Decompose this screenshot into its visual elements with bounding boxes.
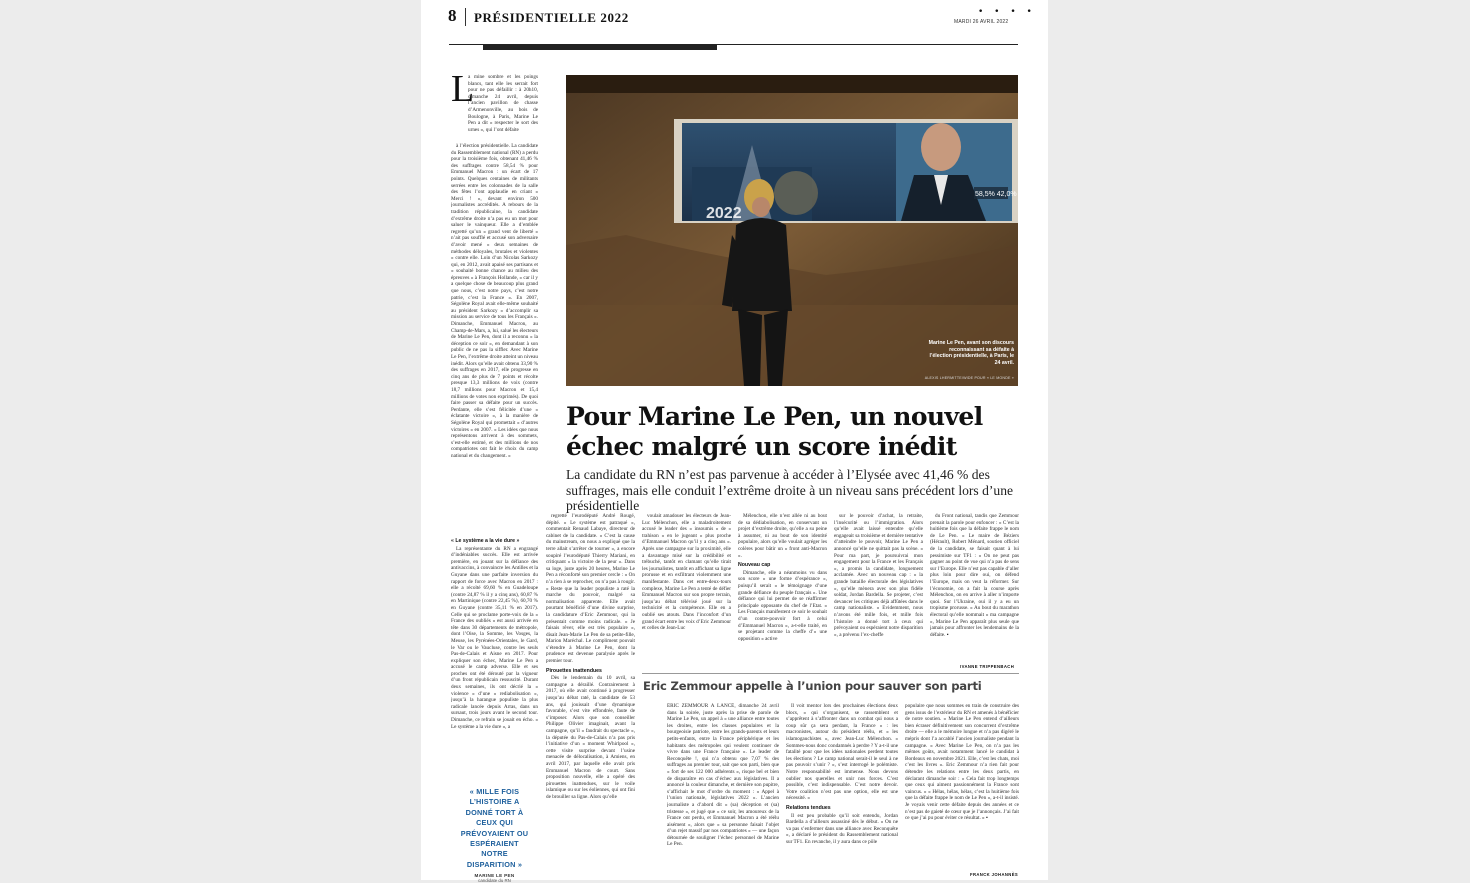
pull-quote-text: « MILLE FOIS L’HISTOIRE A DONNÉ TORT À CEUX QUI PRÉVOYAIENT OU ESPÉRAIENT NOTRE DISPARITION » <box>460 787 529 869</box>
page-number: 8 <box>448 6 457 25</box>
article-column-5 <box>834 513 923 669</box>
article-column-3 <box>642 513 731 669</box>
sidebar-byline: FRANCK JOHANNÈS <box>970 872 1019 877</box>
subheading: Relations tendues <box>786 804 831 811</box>
screen-year-text: 2022 <box>706 205 742 222</box>
article-paragraph: sur le pouvoir d’achat, la retraite, l’insécurité ou l’immigration. Alors qu’elle avait laissé entendre qu’elle engageait sa troisième et dernière tentative d’atteindre le pouvoir, Marine Le Pen a annoncé qu’elle ne quittait pas la scène. « Pour ma part, je poursuivrai mon engagement pour la France et les Français », a promis la candidate, longuement acclamée. Avec un nouveau cap : « la grande bataille électorale des législatives », qu’elle mènera avec son plus fidèle soldat, Jordan Bardella. Se projeter, c’est devancer les critiques déjà affûtées dans le camp nationaliste. « Evidemment, nous n’avons été mille fois, et mille fois l’histoire a donné tort à ceux qui prévoyaient ou espéraient notre disparition », a prévenu l’ex-cheffe <box>834 513 923 638</box>
sidebar-paragraph: Il voit mentor lors des prochaines élections deux blocs, « qui s’organisent, se rassemblent et s’apprêtent à s’affronter dans un combat qui nous a coup sûr ça sera perdant, la France » : les macronistes, autour du président réélu, et « les islamogauchistes », avec Jean-Luc Mélenchon. « Sommes-nous donc condamnés à perdre ? Y a-t-il une fatalité pour que les idées nationales perdent toutes les élections ? Le camp national serait-il le seul à ne pas pouvoir s’unir ? », s’est interrogé le polémiste. Notre responsabilité est immense. Nous devons oublier nos querelles et unir nos forces. C’est possible, c’est indispensable. C’est notre devoir. Votre coalition n’est pas une option, elle est une nécessité. » <box>786 703 898 802</box>
article-paragraph: regretté l’eurodéputé André Rougé, dépité. « Le système est patraqué », commentait Renaud Labaye, directeur de cabinet de la candidate. « C’est la cause du mainstream, on nous a expliqué que la terre allait s’arrêter de tourner », a encore soupiré l’eurodéputé Thierry Mariani, en critiquant « la victoire de la peur ». Dans sa loge, juste après 20 heures, Marine Le Pen a réconforté son premier cercle : « On n’a rien à se reprocher, on n’a pas à rougir. » Reste que la leader populiste a raté la marche du pouvoir, malgré sa normalisation apparente. Elle avait pourtant bénéficié d’une divine surprise, la candidature d’Eric Zemmour, qui la présentait comme moins radicale. « Je faisais rêver, elle est très populaire », disait Jean-Marie Le Pen de sa petite-fille, Marion Maréchal. Le compliment pouvait s’étendre à Marine Le Pen, dont la prudence est devenue paralysie après le premier tour. <box>546 513 635 665</box>
section-title: PRÉSIDENTIELLE 2022 <box>474 10 629 25</box>
sidebar-rule <box>642 673 1019 674</box>
article-paragraph: voulait amadouer les électeurs de Jean-Luc Mélenchon, elle a maladroitement accusé le leader des « insoumis » de « trahison » en le jugeant « plus proche d’Emmanuel Macron qu’il y a cinq ans ». Après une campagne sur la proximité, elle a davantage misé sur la crédibilité et trébuché, tantôt en clamant qu’elle tirait les journalistes, tantôt en affichant sa ligne prorusse et en exfiltrant violemment une manifestante. Dans cet entre-deux-tours complexe, Marine Le Pen a tenté de défier Emmanuel Macron sur son propre terrain, jusqu’au débat télévisé joué sur la technicité et la compétence. Elle en a oublié ses atouts. Dans l’inconfort d’un grand écart entre les voix d’Eric Zemmour et celles de Jean-Luc <box>642 513 731 632</box>
article-paragraph: du Front national, tandis que Zemmour prenait la parole pour enfoncer : « C’est la huitième fois que la défaite frappe le nom de Le Pen. » Le maire de Béziers (Hérault), Robert Ménard, soutien officiel de la candidate, se faisait quant à lui pessimiste sur TF1 : « On ne peut pas gagner au point de vue qui n’a pas de sens sur l’Europe. Elle n’est pas capable d’aller plus loin pour dire oui, on défend l’Europe, mais on veut la réformer. Sur l’économie, on a fait la course après Mélenchon, on en arrive à aller n’importe quoi. Sur l’Ukraine, oui il y a eu un tropisme prorusse. » Au bout du marathon électoral qu’elle nommait « ma campagne », Marine Le Pen apparaît plus seule que jamais pour affronter les lendemains de la défaite. ▪ <box>930 513 1019 638</box>
sidebar-paragraph: Il est peu probable qu’il soit entendu, Jordan Bardella a d’ailleurs assassiné dès le début. « On ne va pas s’enfermer dans une alliance avec Reconquête », a déclaré le président du Rassemblement national sur TF1. En revanche, il y aura dans ce pôle <box>786 812 898 845</box>
screen-score-overlay: 58,5% 42,0% <box>975 191 1017 198</box>
drop-cap: L <box>451 68 475 110</box>
article-paragraph: La représentante du RN a engrangé d’indéniables succès. Elle est arrivée première, en jouant sur la défiance des antivaccins, à convaincre les Antilles et la Guyane dans une parfaite inversion du rapport de force avec Macron en 2017 : elle a récolté 69,60 % en Guadeloupe (contre 24,87 % il y a cinq ans), 60,87 % en Martinique (contre 22,45 %), 60,70 % en Guyane (contre 35,11 % en 2017). Celle qui se proclame porte-voix de la « France des oubliés » est aussi arrivée en tête dans 30 départements de métropole, dont l’Oise, la Somme, les Vosges, la Meuse, les Pyrénées-Orientales, le Gard, le Var ou le Vaucluse, contre les seuls Pas-de-Calais et Aisne en 2017. Pour expliquer son échec, Marine Le Pen a accusé le camp adverse. Elle et ses proches ont été dérouté par la vigueur d’un front républicain ressuscité. Durant deux semaines, ils ont décrié la « violence » d’une « rediabolisation », jusqu’à la harangue populiste la plus radicale lancée depuis Arras, dans un sursaut, trois jours avant le second tour. Dimanche, ce refrain se jouait en écho. « Le système a la vie dure », a <box>451 545 538 730</box>
article-paragraph: a mine sombre et les poings blancs, tant elle les serrait fort pour ne pas défaillir : à 20h10, dimanche 24 avril, depuis l’ancien pavillon de chasse d’Armenonville, au bois de Boulogne, à Paris, Marine Le Pen a dit « respecter le sort des urnes », qui l’ont défaite <box>468 74 538 133</box>
article-paragraph: à l’élection présidentielle. La candidate du Rassemblement national (RN) a perdu pour la troisième fois, obtenant 41,46 % des suffrages contre 58,54 % pour Emmanuel Macron : un écart de 17 points. Quelques centaines de militants serrées entre les colonnades de la salle des fêtes l’ont applaudie en criant « Merci ! », devant environ 500 journalistes accrédités. A rebours de la tradition républicaine, la candidate d’extrême droite n’a pas eu un mot pour saluer le vainqueur. Elle a d’emblée regretté qu’un « grand vent de liberté » n’ait pas soufflé et accusé son adversaire d’avoir mené « deux semaines de méthodes déloyales, brutales et violentes » contre elle. Loin d’un Nicolas Sarkozy qui, en 2012, avait apaisé ses partisans et « souhaité bonne chance au milieu des épreuves » à François Hollande, « car il y a quelque chose de beaucoup plus grand que nous, c’est notre pays, c’est notre patrie, c’est la France ». En 2007, Ségolène Royal avait elle-même souhaité au président Sarkozy « d’accomplir sa mission au service de tous les Français ». Dimanche, Emmanuel Macron, au Champ-de-Mars, a, lui, salué les électeurs de Marine Le Pen, dont il a reconnu « la déception ce soir », en demandant à son public de ne pas la siffler. Avec Marine Le Pen, l’extrême droite atteint un niveau inédit. Alors qu’elle avait obtenu 33,90 % des suffrages en 2017, elle progresse en cinq ans de plus de 7 points et récolte presque 13,3 millions de voix (contre 18,7 millions pour Macron et 15,4 millions de votes non exprimés). De quoi faire passer sa défaite pour un succès. Perdante, elle s’est félicitée d’une « éclatante victoire », à la manière de Ségolène Royal qui promettait « d’autres victoires » en 2007. « Les idées que nous représentons arrivent à des sommets, s’est-elle estimé, et des millions de nos compatriotes ont fait le choix du camp national et du changement. » <box>451 143 538 459</box>
pull-quote-author: MARINE LE PEN <box>474 873 515 879</box>
subheading: « Le système a la vie dure » <box>451 538 520 544</box>
sidebar-paragraph: populaire que nous sommes en train de construire des gens issus de l’extérieur du RN et amenés à bénéficier de notre soutien. » Marine Le Pen entend d’ailleurs bien écraser définitivement son concurrent d’extrême droite — elle a le mémoire longue et n’a pas digéré le mépris dont l’a accablé l’ancien journaliste pendant la campagne. « Avec Marine Le Pen, on n’a pas les mêmes goûts, avait notamment lancé le candidat à Bordeaux en novembre 2021. Elle, c’est les chats, moi c’est les livres ». Eric Zemmour n’a rien fait pour détendre les relations entre les deux partis, en déclarant dimanche soir : « Cela fait trop longtemps que ceux qui aiment passionnément la France sont vaincus. » « Hélas, hélas, hélas, c’est la huitième fois que la défaite frappe le nom de Le Pen », a-t-il insisté. Je voyais venir cette défaite depuis des années et ce n’est pas de gaieté de cœur que je l’annonçais. J’ai fait ce que j’ai pu pour éviter ce résultat. » ▪ <box>905 703 1019 822</box>
article-column-2 <box>546 513 635 879</box>
sidebar-column-3 <box>905 703 1019 870</box>
article-column-1 <box>468 74 538 144</box>
article-paragraph: Dimanche, elle a néanmoins vu dans son score « une forme d’espérance », puisqu’il serait « le témoignage d’une grande défiance du peuple français ». Une défiance qui lui permet de se réaffirmer principale opposante du chef de l’Etat. « Les Français manifestent ce soir le souhait d’un contre-pouvoir fort à celui d’Emmanuel Macron », a-t-elle traité, en se projetant comme la cheffe d’« une opposition » active <box>738 569 827 642</box>
photo-caption: Marine Le Pen, avant son discours reconnaissant sa défaite à l’élection présidentielle, à Paris, le 24 avril. <box>928 340 1014 366</box>
header-accent-bar <box>483 45 717 50</box>
article-headline: Pour Marine Le Pen, un nouvel échec malgré un score inédit <box>566 402 983 461</box>
pull-quote <box>456 787 533 883</box>
subheading: Pirouettes inattendues <box>546 667 602 674</box>
article-standfirst: La candidate du RN n’est pas parvenue à accéder à l’Elysée avec 41,46 % des suffrages, mais elle conduit l’extrême droite à un niveau sans précédent lors d’une présidentielle <box>566 467 1014 513</box>
issue-date: MARDI 26 AVRIL 2022 <box>954 19 1009 25</box>
article-paragraph: Dès le lendemain du 10 avril, sa campagne a déraillé. Contrairement à 2017, où elle avait continué à progresser jusqu’au débat raté, la candidate de 53 ans, qui jouissait d’une dynamique favorable, s’est vite effondrée, faute de s’imposer. Alors que son conseiller Philippe Olivier imaginait, avant la campagne, qu’il « faudrait du spectacle », la députée du Pas-de-Calais n’a pas pris l’initiative d’un « moment Whirlpool », cette visite surprise devant l’usine menacée de délocalisation, à Amiens, en avril 2017, par laquelle elle avait pris Emmanuel Macron de court. Sans proposition nouvelle, elle a opéré des pirouettes inattendues, sur le voile islamique ou sur les éoliennes, qui ont fini de brouiller sa ligne. Alors qu’elle <box>546 675 635 800</box>
sidebar-column-2 <box>786 703 898 879</box>
edition-stars: • • • • <box>978 7 1036 17</box>
pull-quote-role: candidate du RN <box>478 878 511 883</box>
article-column-4 <box>738 513 827 669</box>
photo-credit: ALEXIS LHERMITTE/WIDE POUR « LE MONDE » <box>924 376 1014 380</box>
article-column-1-lower <box>451 535 538 779</box>
article-byline: IVANNE TRIPPENBACH <box>960 664 1015 669</box>
sidebar-column-1 <box>667 703 779 879</box>
article-column-6 <box>930 513 1019 663</box>
sidebar-paragraph: ÉRIC ZEMMOUR A LANCÉ, dimanche 24 avril dans la soirée, juste après la prise de parole de Marine Le Pen, un appel à « une alliance entre toutes les droites, entre les classes populaires et la bourgeoisie patriote, entre les grands-parents et leurs petits-enfants, entre la France périphérique et les habitants des métropoles qui veulent continuer de vivre dans une France française ». Le leader de Reconquête !, qui n’a obtenu que 7,07 % des suffrages au premier tour, sait que son parti, bien que « fort de ses 122 000 adhérents », risque bel et bien de disparaître en cas d’échec aux législatives. Il a annoncé la couleur dimanche, et dernière son pupitre, s’affichait le mot d’ordre du moment : « Appel à l’union nationale, législatives 2022 ». L’ancien journaliste a d’abord dit « (sa) déception et (sa) tristesse », et jugé que « ce soir, les amoureux de la France ont perdu, et Emmanuel Macron a été réélu aisément », alors que « sa personne faisait l’objet d’un rejet massif par nos compatriotes » — une façon détournée de souligner l’échec personnel de Marine Le Pen. <box>667 703 779 848</box>
subheading: Nouveau cap <box>738 562 771 569</box>
sidebar-title: Eric Zemmour appelle à l’union pour sauver son parti <box>643 679 982 693</box>
header-divider <box>465 8 466 26</box>
article-paragraph: Mélenchon, elle n’est allée ni au bout de sa dédiabolisation, en conservant un projet d’extrême droite, qu’elle a su peine à assumer, ni au bout de son identité populaire, alors qu’elle voulait agréger les colères pour bâtir un « front anti-Macron ». <box>738 513 827 559</box>
article-column-1-body <box>451 143 538 529</box>
